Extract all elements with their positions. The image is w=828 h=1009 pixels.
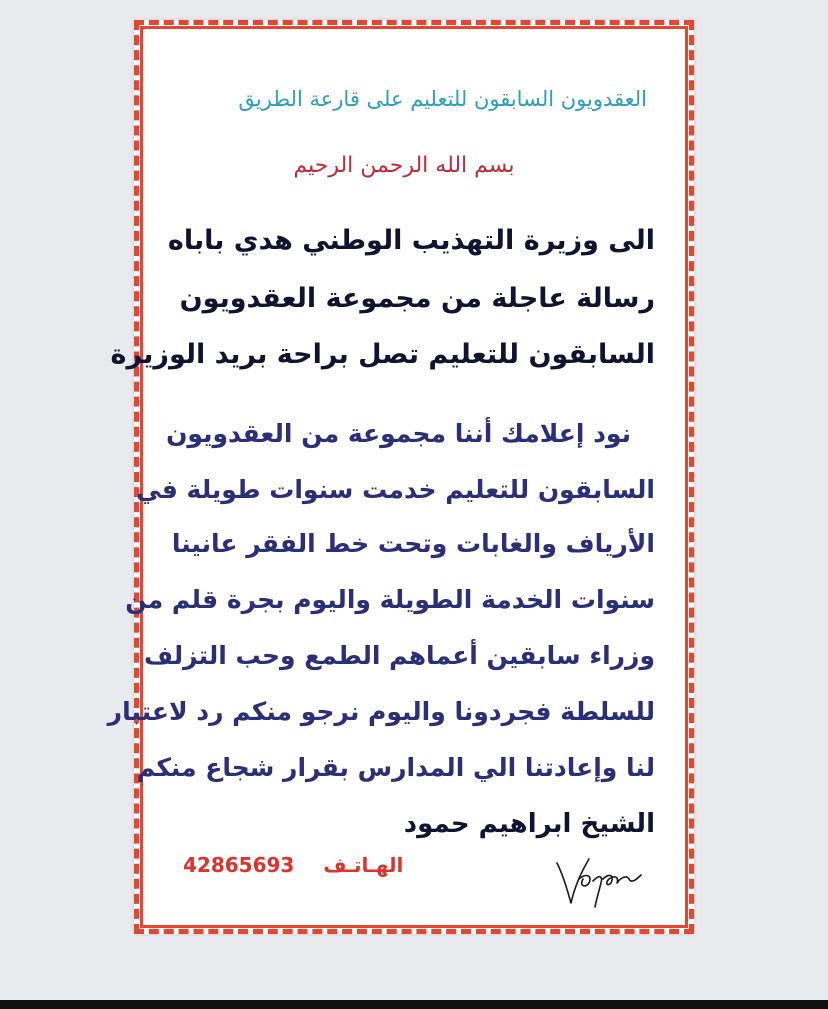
title-line: الى وزيرة التهذيب الوطني هدي باباه [167,225,655,256]
body-line: سنوات الخدمة الطويلة واليوم بجرة قلم من [125,585,655,614]
body-line: الأرياف والغابات وتحت خط الفقر عانينا [171,529,655,558]
phone-row [183,853,403,877]
handwritten-signature [549,845,649,915]
phone-number: 42865693 [183,853,295,877]
signatory-name: الشيخ ابراهيم حمود [403,809,655,839]
letter-header: العقدويون السابقون للتعليم على قارعة الطريق [238,87,647,111]
body-line: للسلطة فجردونا واليوم نرجو منكم رد لاعتبار [107,697,655,726]
title-line: رسالة عاجلة من مجموعة العقدويون [179,283,655,314]
letter-card [107,20,694,934]
phone-label: الهـاتـف [323,853,404,877]
body-line: وزراء سابقين أعماهم الطمع وحب التزلف [143,641,655,670]
basmala: بسم الله الرحمن الرحيم [293,153,515,178]
body-line: السابقون للتعليم خدمت سنوات طويلة في [136,475,655,504]
title-line: السابقون للتعليم تصل براحة بريد الوزيرة [110,339,655,370]
body-line: لنا وإعادتنا الي المدارس بقرار شجاع منكم [136,753,655,782]
body-line: نود إعلامك أننا مجموعة من العقدويون [166,419,631,448]
bottom-edge-bar [0,1000,828,1009]
